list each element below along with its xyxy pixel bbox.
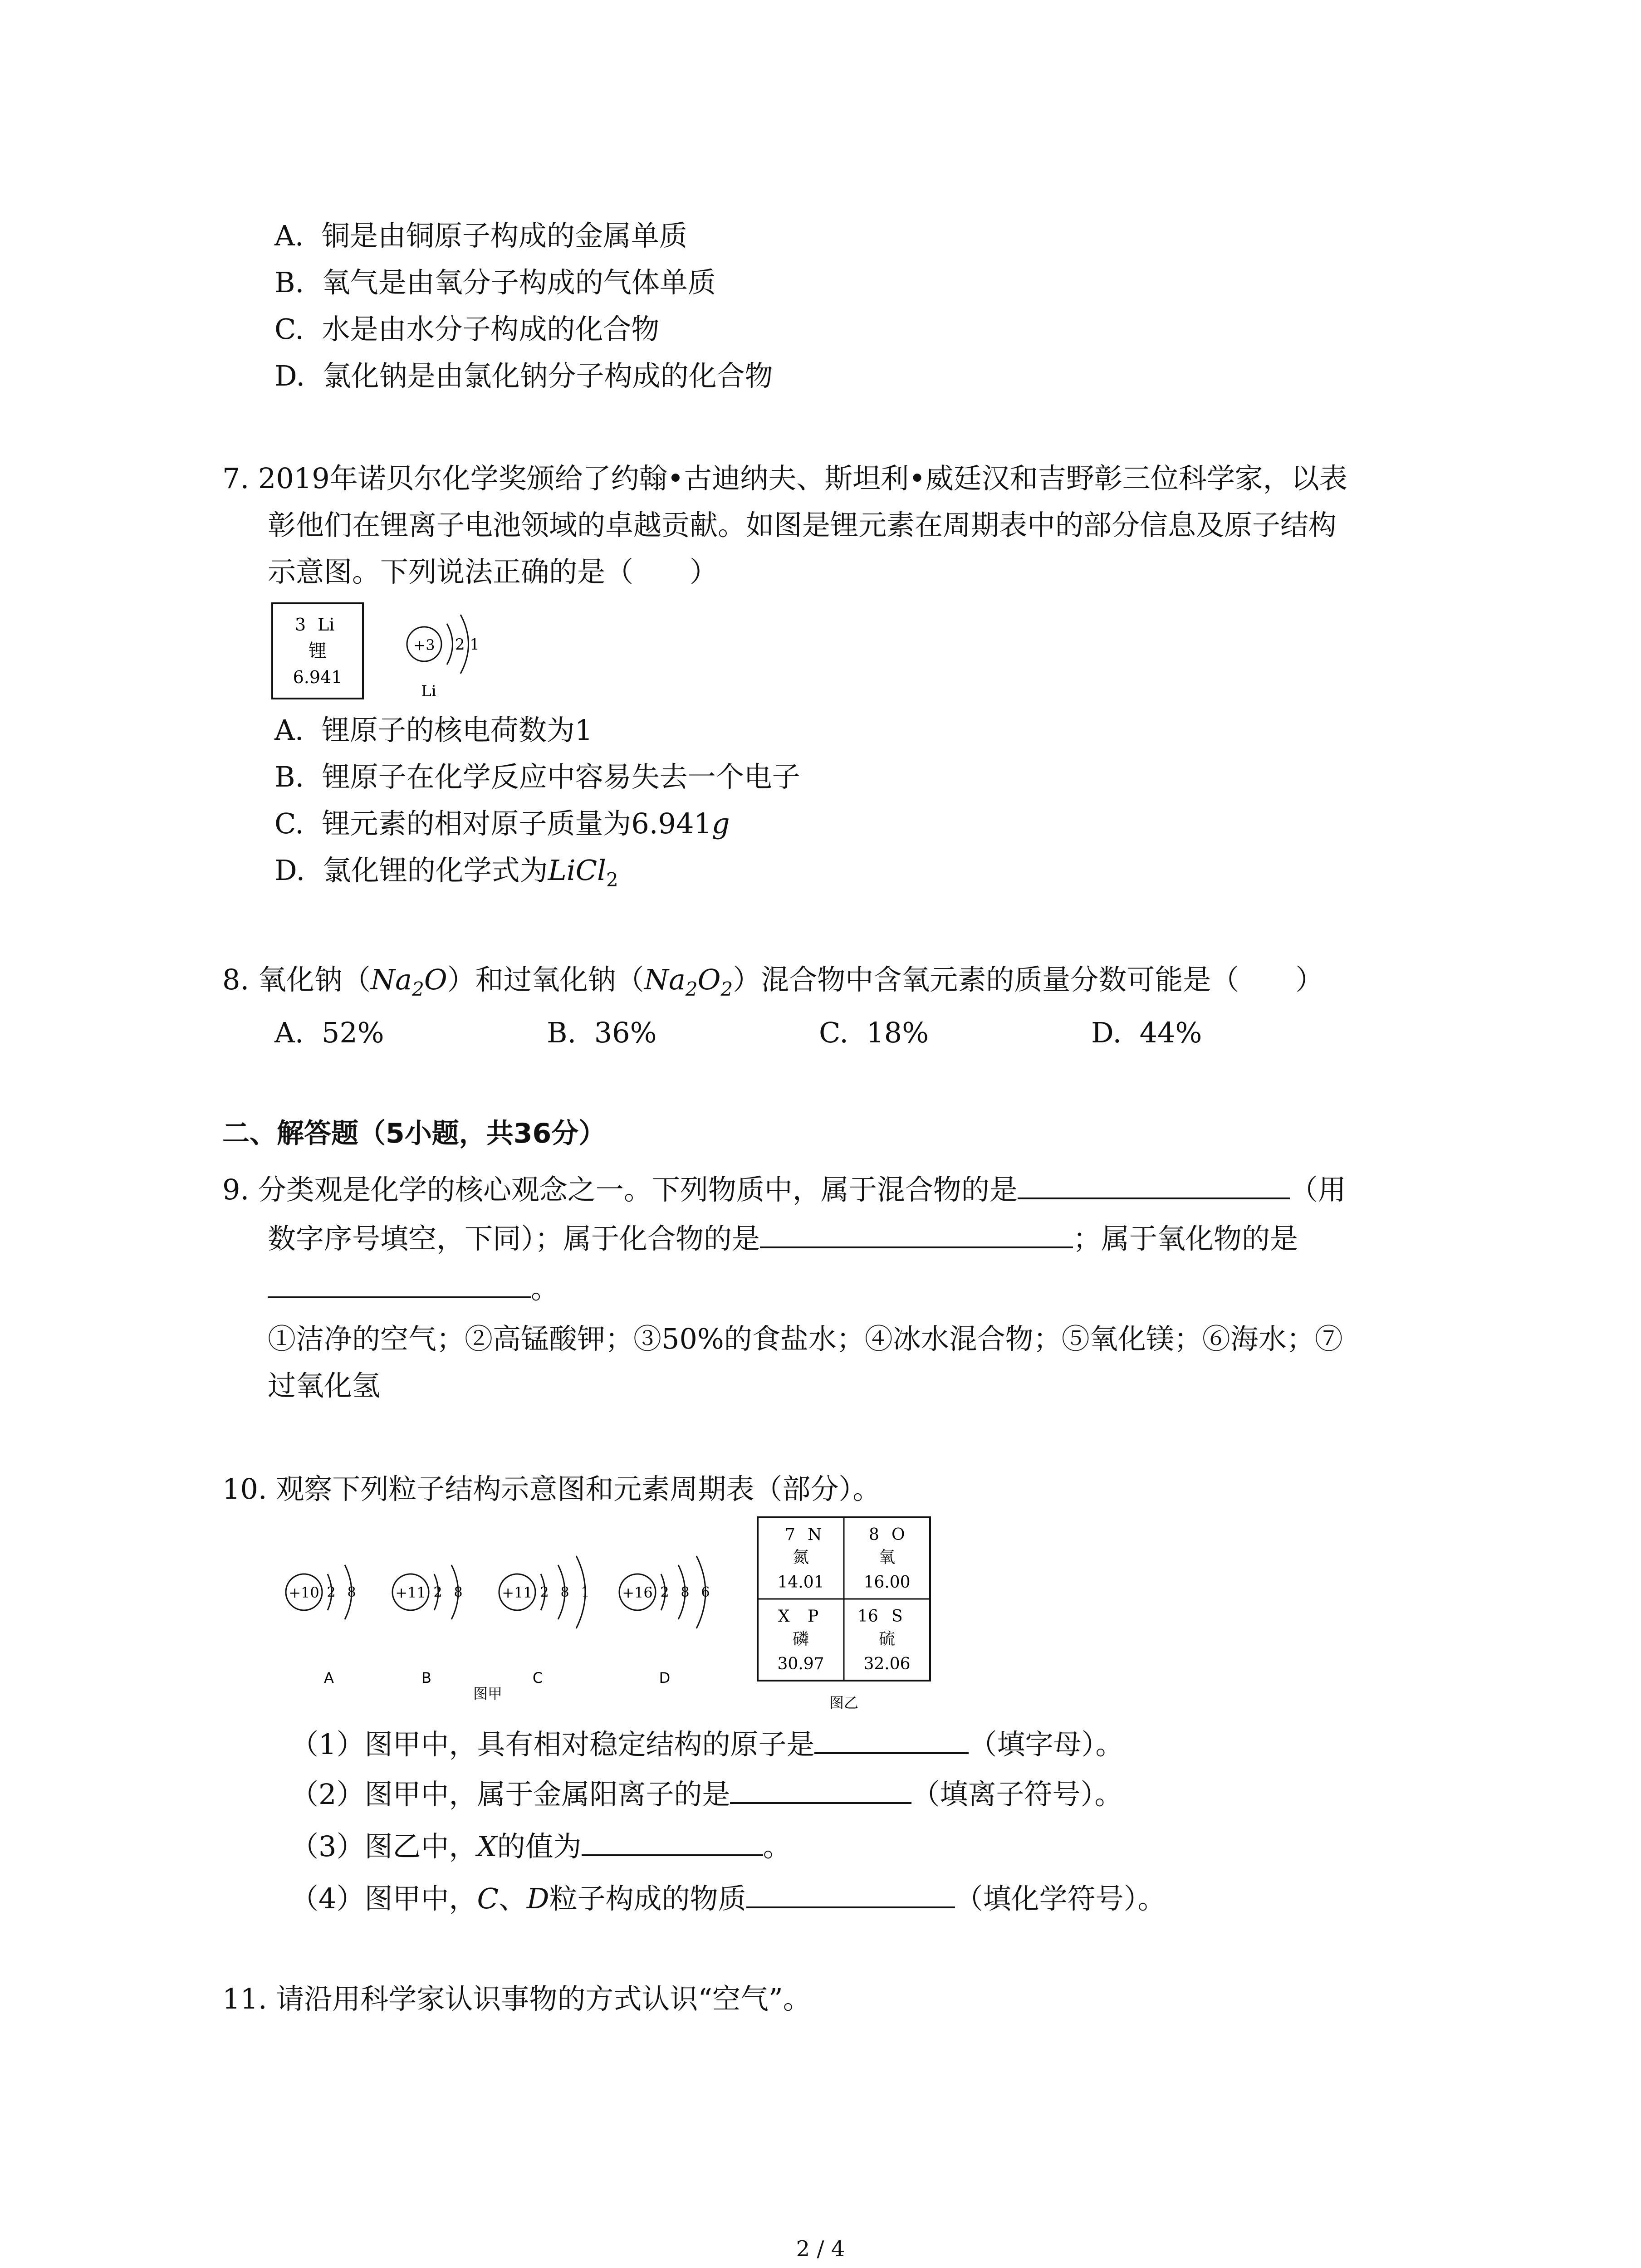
q9-line1: 9. 分类观是化学的核心观念之一。下列物质中，属于混合物的是 （用 (222, 1171, 1346, 1208)
particle-b-label: B (421, 1669, 431, 1686)
figure-1-caption: 图甲 (473, 1685, 503, 1701)
element-s-name: 硫 (878, 1630, 896, 1648)
element-p-mass: 30.97 (777, 1655, 824, 1673)
lithium-shell-electrons: 2 1 (455, 635, 480, 654)
element-cell-o (863, 1525, 910, 1592)
element-n-mass: 14.01 (777, 1573, 824, 1592)
particle-d-e3: 6 (701, 1584, 710, 1600)
particle-a-label: A (324, 1669, 334, 1686)
particle-c-e2: 8 (560, 1584, 569, 1600)
element-o-number: 8 (869, 1525, 879, 1544)
particle-d-e1: 2 (660, 1584, 669, 1600)
lithium-mass: 6.941 (293, 667, 343, 687)
particle-a-e1: 2 (327, 1584, 336, 1600)
q7-line1: 7. 2019年诺贝尔化学奖颁给了约翰•古迪纳夫、斯坦利•威廷汉和吉野彰三位科学家，以表 (222, 462, 1347, 495)
page-number: 2 / 4 (796, 2236, 845, 2262)
q7-option-c: C. 锂元素的相对原子质量为6.941g (274, 807, 730, 840)
lithium-nucleus-charge: +3 (413, 636, 435, 654)
q6-option-d: D. 氯化钠是由氯化钠分子构成的化合物 (274, 359, 773, 392)
particle-a (286, 1565, 356, 1686)
element-cell-s (857, 1607, 911, 1673)
particle-b-e2: 8 (454, 1584, 463, 1600)
element-p-symbol: P (808, 1607, 819, 1626)
particle-d (619, 1556, 710, 1686)
element-s-mass: 32.06 (863, 1655, 911, 1673)
particle-c (499, 1556, 590, 1686)
lithium-shell-1 (447, 624, 453, 665)
lithium-name: 锂 (309, 640, 327, 661)
q6-option-b: B. 氧气是由氧分子构成的气体单质 (274, 266, 716, 299)
particle-b-e1: 2 (433, 1584, 442, 1600)
q9-answer-blank-1[interactable] (1018, 1171, 1290, 1199)
q7-option-b: B. 锂原子在化学反应中容易失去一个电子 (274, 760, 800, 793)
q11: 11. 请沿用科学家认识事物的方式认识“空气”。 (222, 1982, 811, 2015)
section-2-title: 二、解答题（5小题，共36分） (222, 1118, 606, 1149)
element-o-name: 氧 (878, 1548, 896, 1567)
q9-line3: 。 (268, 1270, 559, 1307)
q9-substances-line2: 过氧化氢 (268, 1369, 381, 1402)
q10-intro: 10. 观察下列粒子结构示意图和元素周期表（部分）。 (222, 1472, 881, 1505)
element-cell-p (777, 1607, 824, 1673)
particle-d-e2: 8 (681, 1584, 690, 1600)
element-p-number: X (778, 1607, 790, 1626)
periodic-table-excerpt (753, 1515, 935, 1715)
element-n-number: 7 (785, 1525, 795, 1544)
particle-c-charge: +11 (502, 1584, 533, 1601)
q10-sub3: （3）图乙中，X的值为 。 (290, 1828, 791, 1865)
q10-sub2: （2）图甲中，属于金属阳离子的是 （填离子符号）。 (290, 1776, 1122, 1813)
q8-option-a: A. 52% (274, 1016, 384, 1049)
particle-diagrams (272, 1529, 753, 1701)
q7-line3: 示意图。下列说法正确的是（ ） (268, 555, 718, 588)
element-n-symbol: N (808, 1525, 822, 1544)
figure-2-caption: 图乙 (829, 1694, 859, 1711)
particle-c-e1: 2 (540, 1584, 549, 1600)
particle-a-charge: +10 (289, 1584, 319, 1601)
q7-line2: 彰他们在锂离子电池领域的卓越贡献。如图是锂元素在周期表中的部分信息及原子结构 (268, 508, 1337, 542)
particle-b-charge: +11 (395, 1584, 426, 1601)
lithium-symbol: Li (318, 615, 335, 635)
q10-sub3-blank[interactable] (582, 1828, 763, 1856)
q6-option-a: A. 铜是由铜原子构成的金属单质 (274, 219, 687, 252)
q7-option-d: D. 氯化锂的化学式为LiCl$_2$ (274, 854, 618, 891)
q10-sub2-blank[interactable] (730, 1776, 911, 1804)
lithium-atomic-number: 3 (295, 615, 306, 635)
particle-c-e3: 1 (581, 1584, 590, 1600)
element-s-symbol: S (892, 1607, 903, 1626)
q9-answer-blank-2[interactable] (760, 1220, 1073, 1248)
element-o-mass: 16.00 (863, 1573, 911, 1592)
q10-sub1-blank[interactable] (814, 1726, 969, 1754)
lithium-figure (268, 599, 522, 708)
q10-sub1: （1）图甲中，具有相对稳定结构的原子是 （填字母）。 (290, 1726, 1123, 1763)
q10-sub4-blank[interactable] (746, 1880, 955, 1908)
particle-b (392, 1565, 463, 1686)
q8-option-d: D. 44% (1091, 1016, 1202, 1049)
element-o-symbol: O (892, 1525, 905, 1544)
q9-line2: 数字序号填空，下同）；属于化合物的是 ；属于氧化物的是 (268, 1220, 1298, 1257)
q9-substances-line1: ①洁净的空气；②高锰酸钾；③50%的食盐水；④冰水混合物；⑤氧化镁；⑥海水；⑦ (268, 1322, 1343, 1355)
particle-d-label: D (659, 1669, 671, 1686)
element-n-name: 氮 (792, 1548, 809, 1567)
element-s-number: 16 (857, 1607, 878, 1626)
lithium-atom-label: Li (421, 682, 436, 700)
q8-stem: 8. 氧化钠$(Na_2O)$和过氧化钠$(Na_2O_2)$混合物中含氧元素的质量分数可能是（ ） (222, 963, 1324, 1000)
q6-option-c: C. 水是由水分子构成的化合物 (274, 313, 660, 346)
particle-a-e2: 8 (347, 1584, 356, 1600)
particle-d-charge: +16 (622, 1584, 653, 1601)
q9-answer-blank-3[interactable] (268, 1270, 531, 1298)
q10-sub4: （4）图甲中，C、D粒子构成的物质 （填化学符号）。 (290, 1880, 1166, 1917)
q8-option-c: C. 18% (819, 1016, 929, 1049)
particle-c-label: C (532, 1669, 543, 1686)
element-cell-n (777, 1525, 824, 1592)
q7-option-a: A. 锂原子的核电荷数为1 (274, 714, 593, 747)
element-p-name: 磷 (792, 1630, 809, 1648)
q8-option-b: B. 36% (547, 1016, 657, 1049)
